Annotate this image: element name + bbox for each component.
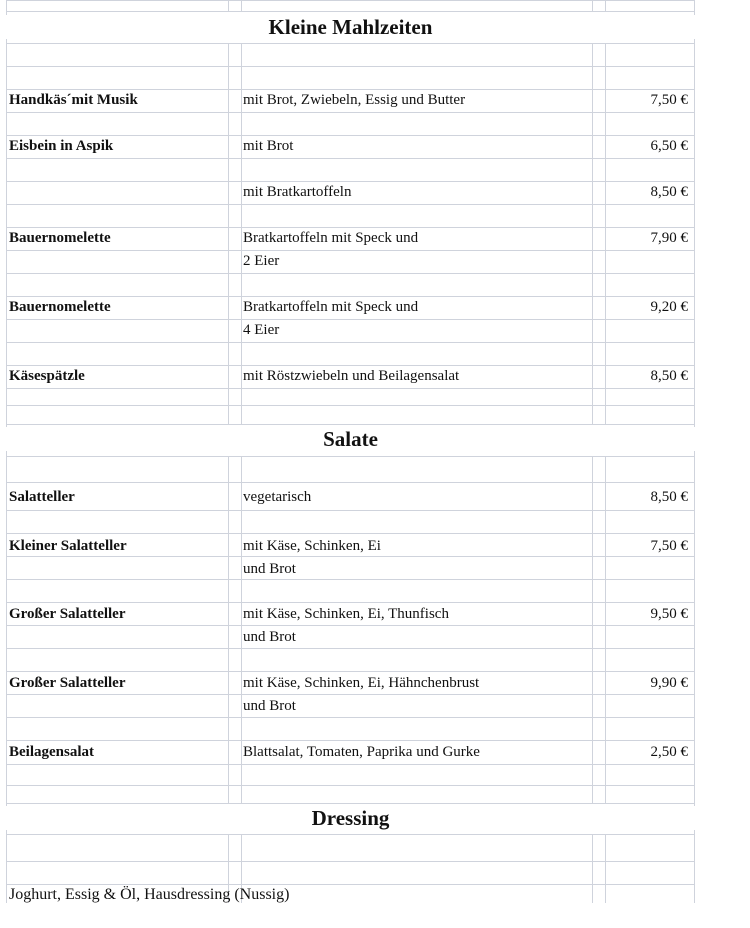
dish-price: 7,50 € <box>650 538 688 554</box>
grid-column-line <box>694 456 695 803</box>
dressing-options: Joghurt, Essig & Öl, Hausdressing (Nussig) <box>9 886 290 903</box>
dish-name: Großer Salatteller <box>9 606 126 622</box>
dish-name: Salatteller <box>9 489 75 505</box>
grid-column-line <box>694 43 695 424</box>
dish-price: 2,50 € <box>650 744 688 760</box>
dish-name: Bauernomelette <box>9 299 111 315</box>
grid-column-line <box>592 43 593 424</box>
dish-description: mit Brot <box>243 138 294 154</box>
section-heading-dressing: Dressing <box>6 806 695 830</box>
dish-description: Bratkartoffeln mit Speck und <box>243 299 419 315</box>
dish-description: mit Brot, Zwiebeln, Essig und Butter <box>243 92 466 108</box>
dish-description-continued: und Brot <box>243 698 296 714</box>
dish-name: Handkäs´mit Musik <box>9 92 138 108</box>
grid-column-line <box>592 0 593 11</box>
dish-description-continued: 2 Eier <box>243 253 280 269</box>
grid-column-line <box>605 834 606 903</box>
dish-name: Käsespätzle <box>9 368 85 384</box>
dish-description-continued: 4 Eier <box>243 322 280 338</box>
grid-column-line <box>6 0 7 11</box>
grid-column-line <box>605 43 606 424</box>
section-heading-salate: Salate <box>6 427 695 451</box>
grid-column-line <box>605 456 606 803</box>
grid-row-line <box>6 803 695 804</box>
grid-column-line <box>605 0 606 11</box>
dish-description: mit Käse, Schinken, Ei, Thunfisch <box>243 606 449 622</box>
dish-description: Bratkartoffeln mit Speck und <box>243 230 419 246</box>
dish-name: Eisbein in Aspik <box>9 138 114 154</box>
dish-description: mit Bratkartoffeln <box>243 184 352 200</box>
grid-column-line <box>6 456 7 803</box>
dish-name: Großer Salatteller <box>9 675 126 691</box>
grid-column-line <box>241 43 242 424</box>
dish-description: Blattsalat, Tomaten, Paprika und Gurke <box>243 744 480 760</box>
dish-description-continued: und Brot <box>243 561 296 577</box>
dish-name: Bauernomelette <box>9 230 111 246</box>
section-heading-kleine-mahlzeiten: Kleine Mahlzeiten <box>6 15 695 39</box>
grid-row-line <box>6 424 695 425</box>
dish-description: mit Käse, Schinken, Ei, Hähnchenbrust <box>243 675 480 691</box>
dish-description: vegetarisch <box>243 489 312 505</box>
dish-price: 8,50 € <box>650 184 688 200</box>
dish-name: Kleiner Salatteller <box>9 538 127 554</box>
dish-price: 9,90 € <box>650 675 688 691</box>
grid-column-line <box>228 43 229 424</box>
dish-price: 7,90 € <box>650 230 688 246</box>
dish-description: mit Käse, Schinken, Ei <box>243 538 381 554</box>
dish-price: 8,50 € <box>650 489 688 505</box>
grid-column-line <box>6 43 7 424</box>
dish-description-continued: und Brot <box>243 629 296 645</box>
grid-column-line <box>228 456 229 803</box>
grid-column-line <box>694 0 695 11</box>
dish-description: mit Röstzwiebeln und Beilagensalat <box>243 368 460 384</box>
grid-column-line <box>6 834 7 903</box>
dish-price: 8,50 € <box>650 368 688 384</box>
grid-row-line <box>6 11 695 12</box>
grid-column-line <box>694 834 695 903</box>
grid-column-line <box>592 456 593 803</box>
grid-column-line <box>592 834 593 903</box>
dish-price: 6,50 € <box>650 138 688 154</box>
grid-column-line <box>241 0 242 11</box>
dish-name: Beilagensalat <box>9 744 94 760</box>
grid-column-line <box>228 0 229 11</box>
dish-price: 9,20 € <box>650 299 688 315</box>
dish-price: 9,50 € <box>650 606 688 622</box>
grid-column-line <box>241 456 242 803</box>
dish-price: 7,50 € <box>650 92 688 108</box>
